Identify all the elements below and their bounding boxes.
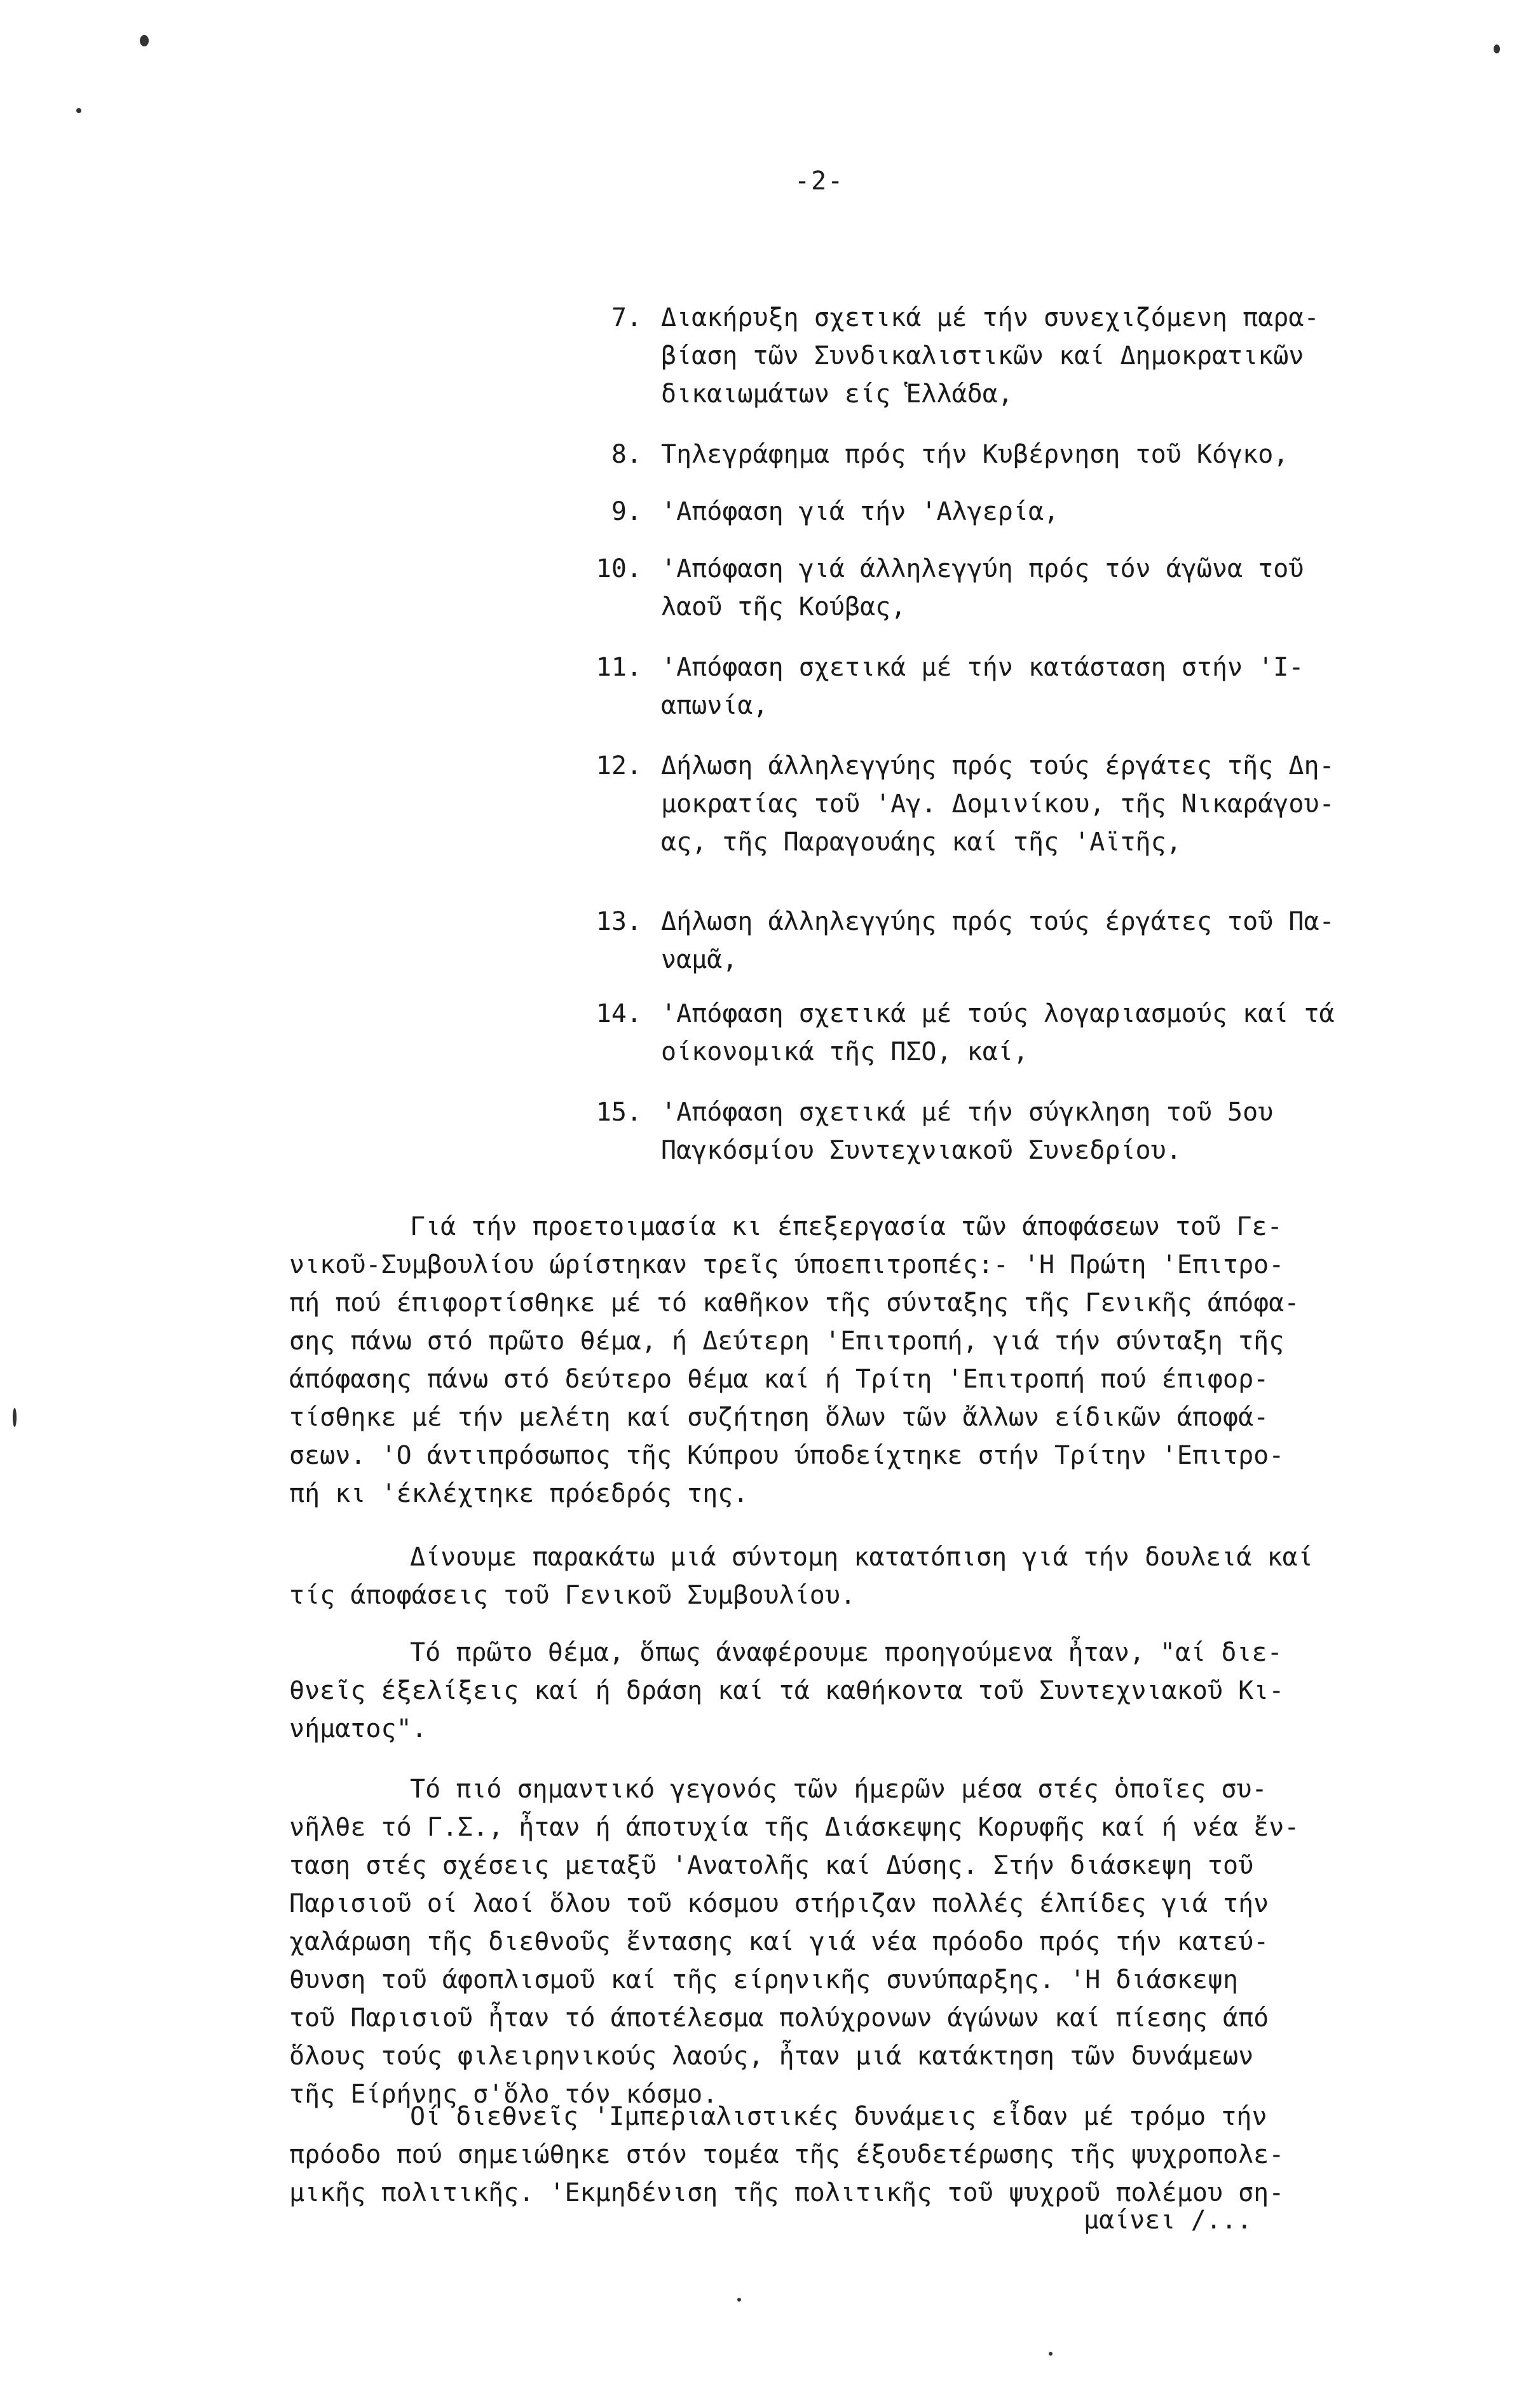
list-item-7 xyxy=(547,299,1424,413)
paragraph-first-topic xyxy=(289,1634,1421,1748)
list-item-text: Δήλωση άλληλεγγύης πρός τούς έργάτες τοῦ Πα- ναμᾶ, xyxy=(661,907,1335,974)
list-item-number: 15. xyxy=(596,1098,642,1127)
page-number: -2- xyxy=(794,167,845,196)
scan-speck xyxy=(76,108,81,113)
list-item-number: 12. xyxy=(596,751,642,781)
list-item-text: Διακήρυξη σχετικά μέ τήν συνεχιζόμενη παρα- βίαση τῶν Συνδικαλιστικῶν καί Δημοκρατικῶν δικαιωμάτων είς Ἑλλάδα, xyxy=(661,303,1319,409)
list-item-text: 'Απόφαση γιά άλληλεγγύη πρός τόν άγῶνα τοῦ λαοῦ τῆς Κούβας, xyxy=(661,554,1304,622)
list-item-number: 9. xyxy=(611,497,642,526)
list-item-10 xyxy=(547,550,1424,626)
list-item-8 xyxy=(547,435,1424,474)
list-item-11 xyxy=(547,648,1424,725)
paragraph-imperialist-powers xyxy=(289,2098,1421,2212)
list-item-number: 11. xyxy=(596,653,642,682)
scan-speck xyxy=(1049,2352,1053,2356)
paragraph-text: Δίνουμε παρακάτω μιά σύντομη κατατόπιση γιά τήν δουλειά καί τίς άποφάσεις τοῦ Γενικοῦ Συμβουλίου. xyxy=(289,1543,1313,1610)
paragraph-summary-intro xyxy=(289,1538,1421,1614)
paragraph-subcommittees xyxy=(289,1208,1421,1513)
list-item-number: 13. xyxy=(596,907,642,936)
paragraph-text: Γιά τήν προετοιμασία κι έπεξεργασία τῶν άποφάσεων τοῦ Γε- νικοῦ-Συμβουλίου ώρίστηκαν τρεῖς ύποεπιτροπές:- 'Η Πρώτη 'Επιτρο- πή πού έπιφορτίσθηκε μέ τό καθῆκον τῆς σύνταξης τῆς Γενικῆς άπόφα- σης πάνω στό πρῶτο θέμα, ή Δεύτερη 'Επιτροπή, γιά τήν σύνταξη τῆς άπόφασης πάνω στό δεύτερο θέμα καί ή Τρίτη 'Επιτροπή πού έπιφορ- τίσθηκε μέ τήν μελέτη καί συζήτηση ὅλων τῶν ἄλλων είδικῶν άποφά- σεων. 'Ο άντιπρόσωπος τῆς Κύπρου ύποδείχτηκε στήν Τρίτην 'Επιτρο- πή κι 'έκλέχτηκε πρόεδρός της. xyxy=(289,1212,1300,1508)
list-item-number: 10. xyxy=(596,554,642,583)
list-item-text: Δήλωση άλληλεγγύης πρός τούς έργάτες τῆς Δη- μοκρατίας τοῦ 'Αγ. Δομινίκου, τῆς Νικαράγου- ας, τῆς Παραγουάης καί τῆς 'Αϊτῆς, xyxy=(661,751,1335,857)
paragraph-text: Οί διεθνεῖς 'Ιμπεριαλιστικές δυνάμεις εἶδαν μέ τρόμο τήν πρόοδο πού σημειώθηκε στόν τομέα τῆς έξουδετέρωσης τῆς ψυχροπολε- μικῆς πολιτικῆς. 'Εκμηδένιση τῆς πολιτικῆς τοῦ ψυχροῦ πολέμου ση- xyxy=(289,2102,1284,2207)
list-item-text: 'Απόφαση σχετικά μέ τούς λογαριασμούς καί τά οίκονομικά τῆς ΠΣΟ, καί, xyxy=(661,999,1335,1067)
paragraph-text: Τό πιό σημαντικό γεγονός τῶν ήμερῶν μέσα στές ὁποῖες συ- νῆλθε τό Γ.Σ., ἦταν ή άποτυχία τῆς Διάσκεψης Κορυφῆς καί ή νέα ἔν- ταση στές σχέσεις μεταξῦ 'Ανατολῆς καί Δύσης. Στήν διάσκεψη τοῦ Παρισιοῦ οί λαοί ὅλου τοῦ κόσμου στήριζαν πολλές έλπίδες γιά τήν χαλάρωση τῆς διεθνοῦς ἔντασης καί γιά νέα πρόοδο πρός τήν κατεύ- θυνση τοῦ άφοπλισμοῦ καί τῆς είρηνικῆς συνύπαρξης. 'Η διάσκεψη τοῦ Παρισιοῦ ἦταν τό άποτέλεσμα πολύχρονων άγώνων καί πίεσης άπό ὅλους τούς φιλειρηνικούς λαούς, ἦταν μιά κατάκτηση τῶν δυνάμεων τῆς Είρήνης σ'ὅλο τόν κόσμο. xyxy=(289,1775,1300,2109)
list-item-9 xyxy=(547,493,1424,531)
list-item-number: 7. xyxy=(611,303,642,332)
list-item-text: 'Απόφαση γιά τήν 'Αλγερία, xyxy=(661,497,1060,526)
list-item-number: 14. xyxy=(596,999,642,1028)
list-item-12 xyxy=(547,747,1424,861)
list-item-text: 'Απόφαση σχετικά μέ τήν σύγκληση τοῦ 5ου Παγκόσμίου Συντεχνιακοῦ Συνεδρίου. xyxy=(661,1098,1274,1165)
list-item-text: Τηλεγράφημα πρός τήν Κυβέρνηση τοῦ Κόγκο, xyxy=(661,440,1289,469)
scan-speck xyxy=(1494,44,1500,53)
paragraph-summit-failure xyxy=(289,1770,1421,2113)
continuation-marker: μαίνει /... xyxy=(1084,2206,1252,2235)
paragraph-text: Τό πρῶτο θέμα, ὅπως άναφέρουμε προηγούμενα ἦταν, "αί διε- θνεῖς έξελίξεις καί ή δράση καί τά καθήκοντα τοῦ Συντεχνιακοῦ Κι- νήματος". xyxy=(289,1638,1284,1743)
list-item-14 xyxy=(547,995,1424,1071)
scan-speck xyxy=(737,2298,741,2302)
scan-speck xyxy=(13,1408,17,1427)
scan-speck xyxy=(140,35,149,46)
list-item-15 xyxy=(547,1093,1424,1170)
list-item-number: 8. xyxy=(611,440,642,469)
list-item-13 xyxy=(547,903,1424,979)
list-item-text: 'Απόφαση σχετικά μέ τήν κατάσταση στήν 'Ι- απωνία, xyxy=(661,653,1304,720)
